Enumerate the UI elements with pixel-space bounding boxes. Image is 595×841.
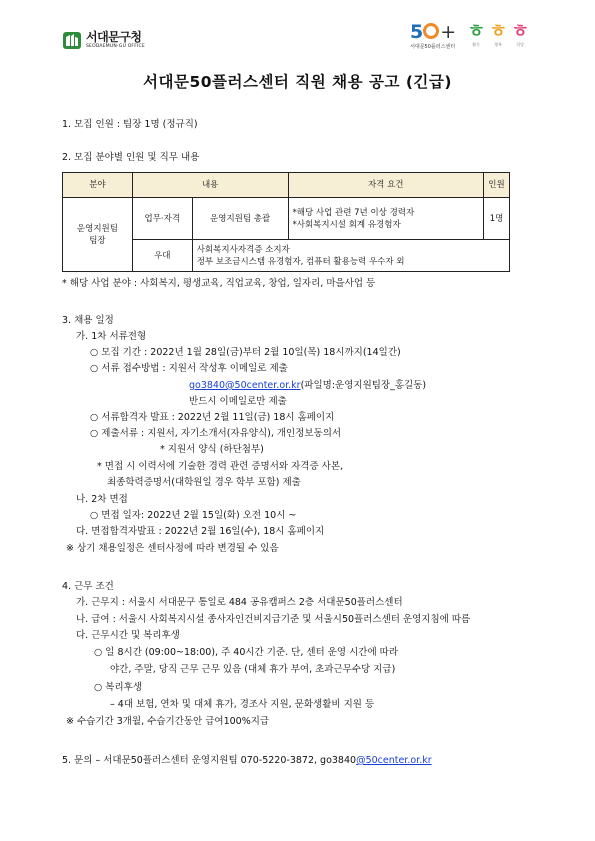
sec4-c2: ○ 복리후생 <box>94 682 143 693</box>
section-5-contact <box>62 755 432 767</box>
table-row <box>63 198 510 240</box>
center-logo-sub: 서대문50플러스센터 <box>410 44 456 50</box>
contact-text: 5. 문의 – 서대문50플러스센터 운영지원팀 070-5220-3872, go3840 <box>62 755 357 766</box>
sec3-a2-only: 반드시 이메일로만 제출 <box>189 396 287 407</box>
hh-item <box>509 22 531 48</box>
sec4-b: 나. 급여 : 서울시 사회복지시설 종사자인건비지급기준 및 서울시50플러스센터 운영지침에 따름 <box>76 614 471 625</box>
cell-row1-count: 1명 <box>484 198 510 240</box>
preferred-item: 사회복지사자격증 소지자 <box>196 244 290 255</box>
section-3-heading: 3. 채용 일정 <box>62 315 114 326</box>
org-name: 서대문구청 <box>86 29 142 44</box>
sec4-c1: ○ 일 8시간 (09:00~18:00), 주 40시간 기준. 단, 센터 운영 시간에 따라 <box>94 647 399 658</box>
application-email-link[interactable]: go3840@50center.or.kr <box>189 380 301 391</box>
preferred-item: 정부 보조금시스템 유경험자, 컴퓨터 활용능력 우수자 외 <box>196 256 405 267</box>
sec3-schedule-note: ※ 상기 채용일정은 센터사정에 따라 변경될 수 있음 <box>66 543 279 554</box>
sec3-a2: ○ 서류 접수방법 : 지원서 작성후 이메일로 제출 <box>90 363 288 374</box>
sec3-a2-filename: (파일명:운영지원팀장_홍길동) <box>300 380 427 391</box>
sec3-a: 가. 1차 서류전형 <box>76 331 147 342</box>
col-header-qualifications: 자격 요건 <box>288 173 484 198</box>
hh-glyph: ㅎ <box>489 21 507 42</box>
cell-field: 운영지원팀 팀장 <box>63 198 133 272</box>
table-header-row <box>63 173 510 198</box>
sec3-b1: ○ 면접 일자: 2022년 2월 15일(화) 오전 10시 ~ <box>90 510 297 521</box>
hh-caption: 희망 <box>516 42 525 47</box>
cell-row1-quals <box>288 198 484 240</box>
section-1-recruit-count: 1. 모집 인원 : 팀장 1명 (정규직) <box>62 119 198 130</box>
center-logo-mark: 5 + <box>410 21 456 43</box>
cell-row1-label: 업무·자격 <box>132 198 192 240</box>
cell-row2-content <box>192 240 509 272</box>
sec4-c: 다. 근무시간 및 복리후생 <box>76 630 180 641</box>
hh-glyph: ㅎ <box>511 21 529 42</box>
hh-item <box>487 22 509 48</box>
document-title: 서대문50플러스센터 직원 채용 공고 (긴급) <box>143 73 452 91</box>
sec3-b: 나. 2차 면접 <box>76 494 128 505</box>
center-50plus-logo <box>410 22 455 50</box>
contact-email-link[interactable]: @50center.or.kr <box>356 755 432 766</box>
sec3-c: 다. 면접합격자발표 : 2022년 2월 16일(수), 18시 홈페이지 <box>76 526 325 537</box>
col-header-content: 내용 <box>132 173 288 198</box>
org-sub: SEODAEMUN-GU OFFICE <box>86 43 145 49</box>
col-header-field: 분야 <box>63 173 133 198</box>
document-header <box>0 0 595 62</box>
sec4-a: 가. 근무지 : 서울시 서대문구 통일로 484 공유캠퍼스 2층 서대문50플러스센터 <box>76 597 403 608</box>
sec3-a3: ○ 서류합격자 발표 : 2022년 2월 11일(금) 18시 홈페이지 <box>90 412 335 423</box>
sec3-a4-form: * 지원서 양식 (하단첨부) <box>160 444 264 455</box>
sec4-c1b: 야간, 주말, 당직 근무 근무 있음 (대체 휴가 부여, 초과근무수당 지급) <box>110 664 396 675</box>
sec3-a1: ○ 모집 기간 : 2022년 1월 28일(금)부터 2월 10일(목) 18시까지(14일간) <box>90 347 401 358</box>
hhh-logo <box>465 22 531 48</box>
col-header-count: 인원 <box>484 173 510 198</box>
hh-caption: 활동 <box>472 42 481 47</box>
seodaemun-gu-logo <box>62 30 145 50</box>
roles-table <box>62 172 510 272</box>
cell-row1-content: 운영지원팀 총괄 <box>192 198 288 240</box>
cell-row2-label: 우대 <box>132 240 192 272</box>
sec3-note-2: 최종학력증명서(대학원일 경우 학부 포함) 제출 <box>107 477 301 488</box>
center-logos <box>410 22 531 58</box>
sec3-a4: ○ 제출서류 : 지원서, 자기소개서(자유양식), 개인정보동의서 <box>90 428 342 439</box>
qual-item: *해당 사업 관련 7년 이상 경력자 <box>292 207 415 218</box>
qual-item: *사회복지시설 회계 유경험자 <box>292 219 401 230</box>
hh-glyph: ㅎ <box>467 21 485 42</box>
table-note: * 해당 사업 분야 : 사회복지, 평생교육, 직업교육, 창업, 일자리, 마을사업 등 <box>62 278 376 289</box>
seodaemun-emblem-icon <box>62 30 82 50</box>
section-4-heading: 4. 근무 조건 <box>62 581 114 592</box>
sec4-c2b: – 4대 보험, 연차 및 대체 휴가, 경조사 지원, 문화생활비 지원 등 <box>110 699 375 710</box>
sec3-a2-email-line <box>189 380 426 392</box>
sec4-probation-note: ※ 수습기간 3개월, 수습기간동안 급여100%지급 <box>66 716 270 727</box>
hh-caption: 행복 <box>494 42 503 47</box>
sec3-note-1: * 면접 시 이력서에 기술한 경력 관련 증명서와 자격증 사본, <box>97 461 344 472</box>
section-2-heading: 2. 모집 분야별 인원 및 직무 내용 <box>62 152 200 163</box>
hh-item <box>465 22 487 48</box>
